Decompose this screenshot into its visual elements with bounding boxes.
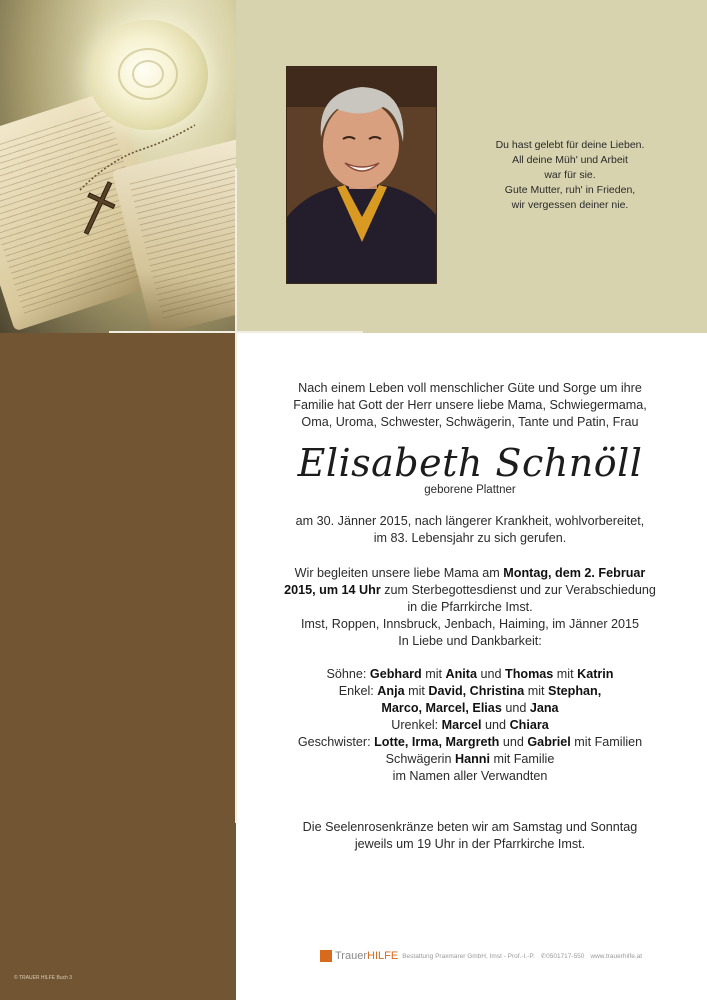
service-line-2: 2015, um 14 Uhr zum Sterbegottesdienst und zur Verabschiedung	[284, 583, 656, 597]
intro-paragraph	[250, 380, 690, 431]
poem-line: All deine Müh' und Arbeit	[512, 154, 628, 166]
family-sons: Söhne: Gebhard mit Anita und Thomas mit Katrin	[326, 667, 614, 681]
white-rose	[88, 20, 208, 130]
service-time: 2015, um 14 Uhr	[284, 583, 381, 597]
bible-rose-photo	[0, 0, 236, 333]
memorial-poem	[470, 138, 670, 213]
family-great-grandchildren: Urenkel: Marcel und Chiara	[391, 718, 549, 732]
service-line-3: in die Pfarrkirche Imst.	[407, 600, 533, 614]
intro-line: Oma, Uroma, Schwester, Schwägerin, Tante und Patin, Frau	[301, 415, 639, 429]
family-siblings: Geschwister: Lotte, Irma, Margreth und Gabriel mit Familien	[297, 735, 643, 749]
family-list	[250, 666, 690, 785]
intro-line: Familie hat Gott der Herr unsere liebe Mama, Schwiegermama,	[293, 398, 647, 412]
family-sister-in-law: Schwägerin Hanni mit Familie	[385, 752, 555, 766]
love-line: In Liebe und Dankbarkeit:	[398, 634, 542, 648]
death-paragraph	[250, 513, 690, 547]
poem-line: Du hast gelebt für deine Lieben.	[495, 139, 645, 151]
maiden-name: geborene Plattner	[424, 484, 516, 496]
poem-line: Gute Mutter, ruh' in Frieden,	[504, 184, 636, 196]
left-band	[0, 333, 236, 1000]
service-line-1: Wir begleiten unsere liebe Mama am Montag, dem 2. Februar	[294, 566, 646, 580]
trauerhilfe-logo-icon	[320, 950, 332, 962]
footer-company: Bestattung Praxmarer GmbH, Imst - Prof.-I.-P.	[402, 952, 535, 960]
footer	[320, 948, 642, 964]
family-grandchildren-cont: Marco, Marcel, Elias und Jana	[381, 701, 559, 715]
poem-line: war für sie.	[544, 169, 596, 181]
portrait-illustration	[287, 67, 437, 284]
cross-horizontal-line	[109, 331, 363, 333]
deceased-name: Elisabeth Schnöll	[297, 441, 643, 485]
trauerhilfe-logo: TrauerHILFE	[335, 950, 399, 962]
service-paragraph	[250, 565, 690, 616]
rosary-chain	[70, 120, 200, 200]
poem-line: wir vergessen deiner nie.	[511, 199, 629, 211]
footer-website[interactable]: www.trauerhilfe.at	[590, 952, 643, 960]
announcement	[250, 380, 690, 853]
family-grandchildren: Enkel: Anja mit David, Christina mit Stephan,	[338, 684, 602, 698]
rosary-paragraph	[250, 819, 690, 853]
footer-phone: ✆0501717-550	[540, 953, 585, 960]
rosary-line: Die Seelenrosenkränze beten wir am Samstag und Sonntag	[302, 820, 638, 834]
copyright: © TRAUER HILFE Buch 3	[14, 975, 73, 981]
death-line: im 83. Lebensjahr zu sich gerufen.	[373, 531, 567, 545]
rosary-line: jeweils um 19 Uhr in der Pfarrkirche Imst.	[354, 837, 586, 851]
death-line: am 30. Jänner 2015, nach längerer Krankheit, wohlvorbereitet,	[295, 514, 645, 528]
service-date: Montag, dem 2. Februar	[503, 566, 646, 580]
places-date-line: Imst, Roppen, Innsbruck, Jenbach, Haiming, im Jänner 2015	[300, 617, 640, 631]
intro-line: Nach einem Leben voll menschlicher Güte und Sorge um ihre	[298, 381, 642, 395]
portrait-photo	[286, 66, 437, 284]
family-relatives: im Namen aller Verwandten	[392, 769, 548, 783]
cross-vertical-line	[235, 168, 237, 823]
